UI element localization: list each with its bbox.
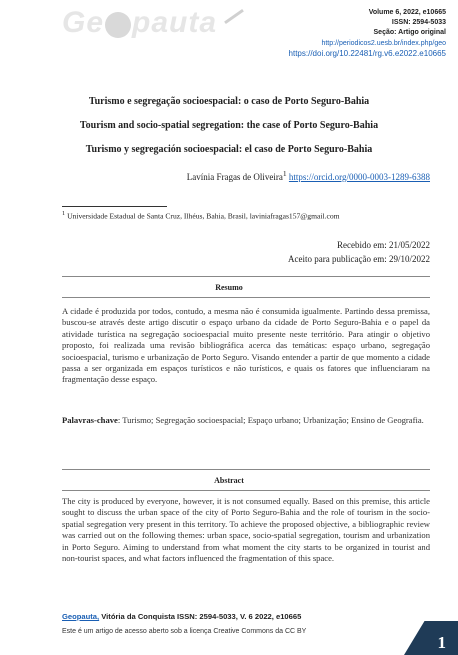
footnote-marker: 1: [62, 210, 66, 217]
title-en: Tourism and socio-spatial segregation: the case of Porto Seguro-Bahia: [79, 120, 379, 131]
footer-citation-text: Vitória da Conquista ISSN: 2594-5033, V. 6 2022, e10665: [99, 612, 302, 621]
keywords-label: Palavras-chave: [62, 415, 118, 425]
resumo-bottom-rule: [62, 297, 430, 298]
author-line: [187, 169, 430, 182]
submission-dates: [288, 238, 430, 266]
section-line: Seção: Artigo original: [373, 29, 446, 37]
abstract-heading: Abstract: [214, 476, 244, 485]
abstract-top-rule: [62, 469, 430, 470]
affiliation-footnote: [62, 210, 340, 221]
doi-link[interactable]: https://doi.org/10.22481/rg.v6.e2022.e10665: [288, 48, 446, 58]
resumo-heading: Resumo: [215, 283, 243, 292]
footnote-text: Universidade Estadual de Santa Cruz, Ilhéus, Bahia, Brasil, laviniafragas157@gmail.com: [67, 211, 340, 221]
keywords-list: : Turismo; Segregação socioespacial; Espaço urbano; Urbanização; Ensino de Geografia.: [117, 415, 424, 425]
site-link[interactable]: http://periodicos2.uesb.br/index.php/geo: [321, 39, 446, 47]
footer-journal-link[interactable]: Geopauta,: [62, 612, 100, 621]
resumo-top-rule: [62, 276, 430, 277]
pen-icon: [224, 8, 244, 23]
footer-license: Este é um artigo de acesso aberto sob a licença Creative Commons da CC BY: [62, 628, 307, 635]
footnote-rule: [62, 206, 167, 207]
author-superscript: 1: [282, 169, 287, 178]
accepted-date: Aceito para publicação em: 29/10/2022: [288, 254, 430, 264]
page-corner-decoration: [404, 621, 458, 655]
keywords-pt: [62, 415, 430, 426]
volume-line: Volume 6, 2022, e10665: [368, 9, 446, 16]
logo-text: Ge: [62, 6, 105, 39]
page-number: 1: [437, 633, 446, 652]
received-date: Recebido em: 21/05/2022: [337, 240, 430, 250]
abstract-bottom-rule: [62, 490, 430, 491]
logo-text-tail: pauta: [132, 6, 218, 39]
journal-logo: [62, 6, 245, 40]
abstract-body: The city is produced by everyone, however, it is not consumed equally. Based on this premise, this article sought to discuss the urban space of the city of Porto Seguro-Bahia and the role of tourism in the socio-spatial segregation very present in this territory. To achieve the proposed objective, a bibliographic review was carried out on the following themes: urban space, socio-spatial segregation, tourism and urbanization in Porto Seguro. Aiming to understand from what moment the city starts to be organized in tourist and non-tourist spaces, and what factors influenced the fragmentation of this space.: [62, 496, 430, 564]
issn-line: ISSN: 2594-5033: [391, 19, 446, 27]
globe-icon: [105, 12, 131, 38]
footer-citation: [62, 612, 301, 621]
author-name: Lavínia Fragas de Oliveira: [186, 172, 283, 182]
journal-meta: [289, 8, 446, 59]
title-es: Turismo y segregación socioespacial: el caso de Porto Seguro-Bahia: [85, 144, 373, 155]
orcid-link[interactable]: https://orcid.org/0000-0003-1289-6388: [288, 172, 430, 182]
title-pt: Turismo e segregação socioespacial: o caso de Porto Seguro-Bahia: [88, 96, 370, 107]
resumo-body: A cidade é produzida por todos, contudo, a mesma não é consumida igualmente. Partindo dessa premissa, buscou-se através deste artigo discutir o espaço urbano da cidade de Porto Seguro-Bahia e o papel da atividade turística na segregação socioespacial muito presente neste território. Para atingir o objetivo proposto, foi realizada uma revisão bibliográfica acerca das temáticas: espaço urbano, segregação socioespacial, turismo e urbanização de Porto Seguro. Visando entender a partir de que momento a cidade passa a ser organizada em espaços turísticos e não turísticos, e quais os fatores que influenciaram na fragmentação desse espaço.: [62, 306, 430, 385]
